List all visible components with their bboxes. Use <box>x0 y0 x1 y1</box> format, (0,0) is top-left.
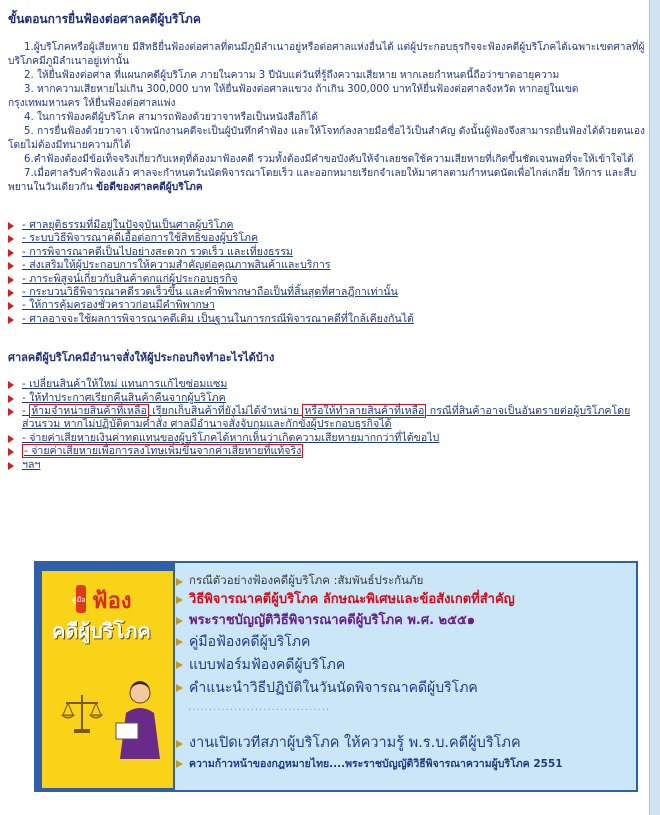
list-item-label: ฯลฯ <box>22 458 41 471</box>
orders-list <box>8 378 646 472</box>
red-arrow-icon <box>8 408 14 416</box>
advantages-heading: ข้อดีของศาลคดีผู้บริโภค <box>96 182 203 193</box>
step-5: 5. การยื่นฟ้องด้วยวาจา เจ้าพนักงานคดีจะเป็นผู้บันทึกคำฟ้อง และให้โจทก์ลงลายมือชื่อไว้เป็นสำคัญ ดังนั้นผู้ฟ้องจึงสามารถยื่นฟ้องได้ด้วยตนเองโดยไม่ต้องมีทนายความก็ได้ <box>8 126 645 151</box>
step-2: 2. ให้ยื่นฟ้องต่อศาล ที่แผนกคดีผู้บริโภค ภายในความ 3 ปีนับแต่วันที่รู้ถึงความเสียหาย หากเลยกำหนดนี้ถือว่าขาดอายุความ <box>24 70 560 81</box>
book-footer <box>42 761 173 788</box>
arrow-bullet-icon <box>176 578 183 586</box>
article <box>8 10 646 472</box>
list-item[interactable] <box>8 259 646 272</box>
list-item-label: - การพิจารณาคดีเป็นไปอย่างสะดวก รวดเร็ว และเที่ยงธรรม <box>22 245 293 258</box>
list-item-label: - เปลี่ยนสินค้าให้ใหม่ แทนการแก้ไขซ่อมแซม <box>22 378 228 391</box>
red-arrow-icon <box>8 381 14 389</box>
highlight-box: หรือให้ทำลายสินค้าที่เหลือ <box>304 405 425 418</box>
link-label: แบบฟอร์มฟ้องคดีผู้บริโภค <box>189 657 346 673</box>
link-label: ความก้าวหน้าของกฎหมายไทย....พระราชบัญญัติวิธีพิจารณาความผู้บริโภค 2551 <box>189 758 563 770</box>
list-item-label: - ศาลยุติธรรมที่มีอยู่ในปัจจุบันเป็นศาลผู้บริโภค <box>22 219 234 231</box>
list-item[interactable] <box>8 246 646 259</box>
list-item-label: - ภาระพิสูจน์เกี่ยวกับสินค้าตกแก่ผู้ประกอบธุรกิจ <box>22 272 238 285</box>
list-item[interactable] <box>8 286 646 299</box>
link-label: คู่มือฟ้องคดีผู้บริโภค <box>189 634 311 650</box>
book-small-label: คู่มือ <box>72 596 86 604</box>
link-item[interactable] <box>176 571 631 589</box>
list-item-label: - กระบวนวิธีพิจารณาคดีรวดเร็วขึ้น และคำพิพากษาถือเป็นที่สิ้นสุดที่ศาลฎีกาเท่านั้น <box>22 286 398 299</box>
red-arrow-icon <box>8 222 14 230</box>
dotted-separator: .................................. <box>188 702 331 713</box>
book-title-2: คดีผู้บริโภค <box>52 619 151 643</box>
arrow-bullet-icon <box>176 760 183 768</box>
link-item[interactable] <box>176 654 631 677</box>
step-4: 4. ในการฟ้องคดีผู้บริโภค สามารถฟ้องด้วยวาจาหรือเป็นหนังสือก็ได้ <box>24 112 319 123</box>
arrow-bullet-icon <box>176 596 183 604</box>
section-title-powers: ศาลคดีผู้บริโภคมีอำนาจสั่งให้ผู้ประกอบกิจทำอะไรได้บ้าง <box>8 351 275 365</box>
list-item[interactable] <box>8 378 646 391</box>
list-item[interactable] <box>8 219 646 232</box>
arrow-bullet-icon <box>176 638 183 646</box>
link-label: พระราชบัญญัติวิธีพิจารณาคดีผู้บริโภค พ.ศ. ๒๕๕๑ <box>189 613 476 628</box>
list-item-prefix: - <box>22 405 26 418</box>
steps-text <box>8 41 646 195</box>
link-item[interactable] <box>176 589 631 610</box>
link-item[interactable] <box>176 631 631 654</box>
person-illustration-icon <box>112 679 162 759</box>
list-item[interactable] <box>8 232 646 245</box>
highlight-box: - จ่ายค่าเสียหายเพื่อการลงโทษเพิ่มขึ้นจากค่าเสียหายที่แท้จริง <box>24 445 302 458</box>
list-item-label: - ส่งเสริมให้ผู้ประกอบการให้ความสำคัญต่อคุณภาพสินค้าและบริการ <box>22 259 331 272</box>
page-title: ขั้นตอนการยื่นฟ้องต่อศาลคดีผู้บริโภค <box>8 12 201 26</box>
book-column <box>36 563 175 790</box>
list-item[interactable] <box>8 445 646 458</box>
link-label: กรณีตัวอย่างฟ้องคดีผู้บริโภค :สัมพันธ์ประกันภัย <box>189 573 424 587</box>
red-arrow-icon <box>8 235 14 243</box>
links-list <box>176 571 631 773</box>
list-item-label: กรณีที่สินค้าอาจเป็นอันตรายต่อผู้บริโภคโดยส่วนรวม หากไม่ปฏิบัติตามคำสั่ง ศาลมีอำนาจสั่งจับกุมและกักขังผู้ประกอบธุรกิจได้ <box>22 405 631 431</box>
list-item[interactable] <box>8 299 646 312</box>
arrow-bullet-icon <box>176 661 183 669</box>
list-item-label: - ให้การคุ้มครองชั่วคราวก่อนมีคำพิพากษา <box>22 299 215 312</box>
list-item-label: - ให้ทำประกาศเรียกคืนสินค้าคืนจากผู้บริโภค <box>22 391 226 404</box>
step-6: 6.คำฟ้องต้องมีข้อเท็จจริงเกี่ยวกับเหตุที่ต้องมาฟ้องคดี รวมทั้งต้องมีคำขอบังคับให้จำเลยชดใช้ความเสียหายที่เกิดขึ้นชัดเจนพอที่จะให้เข้าใจได้ <box>24 154 634 165</box>
link-label: คำแนะนำวิธีปฏิบัติในวันนัดพิจารณาคดีผู้บริโภค <box>189 680 478 696</box>
list-item[interactable] <box>8 273 646 286</box>
list-item <box>8 459 646 472</box>
link-item[interactable] <box>176 731 631 755</box>
red-arrow-icon <box>8 395 14 403</box>
link-item[interactable] <box>176 755 631 773</box>
red-arrow-icon <box>8 448 14 456</box>
step-7 <box>8 167 646 195</box>
step-7-text: 7.เมื่อศาลรับคำฟ้องแล้ว ศาลจะกำหนดวันนัดพิจารณาโดยเร็ว และออกหมายเรียกจำเลยให้มาศาลตามกำหนดนัดเพื่อไกล่เกลี่ย ให้การ และสืบพยานในวันเดียวกัน <box>8 168 637 193</box>
scrollbar-track[interactable] <box>649 0 660 815</box>
advantages-list <box>8 219 646 326</box>
red-arrow-icon <box>8 276 14 284</box>
link-item[interactable] <box>176 610 631 631</box>
list-item-label: - ศาลอาจจะใช้ผลการพิจารณาคดีเดิม เป็นฐานในการกรณีพิจารณาคดีที่ใกล้เคียงกันได้ <box>22 312 414 325</box>
red-arrow-icon <box>8 249 14 257</box>
related-links-panel <box>34 561 638 792</box>
arrow-bullet-icon <box>176 684 183 692</box>
scales-icon <box>60 691 104 735</box>
list-item-label: - จ่ายค่าเสียหายเงินค่าทดแทนของผู้บริโภคได้หากเห็นว่าเกิดความเสียหายมากกว่าที่ได้ขอไป <box>22 431 440 444</box>
link-label: งานเปิดเวทีสภาผู้บริโภค ให้ความรู้ พ.ร.บ.คดีผู้บริโภค <box>189 735 521 751</box>
red-arrow-icon <box>8 302 14 310</box>
red-arrow-icon <box>8 316 14 324</box>
book-title-1: ฟ้อง <box>92 588 132 614</box>
highlight-box: ห้ามจำหน่ายสินค้าที่เหลือ <box>31 405 147 418</box>
link-item[interactable] <box>176 677 631 700</box>
list-item[interactable] <box>8 313 646 326</box>
red-arrow-icon <box>8 435 14 443</box>
red-arrow-icon <box>8 289 14 297</box>
list-item[interactable] <box>8 405 646 432</box>
red-arrow-icon <box>8 262 14 270</box>
step-3: 3. หากความเสียหายไม่เกิน 300,000 บาท ให้ยื่นฟ้องต่อศาลแขวง ถ้าเกิน 300,000 บาทให้ยื่นฟ้องต่อศาลจังหวัด หากอยู่ในเขตกรุงเทพมหานคร ให้ยื่นฟ้องต่อศาลแพ่ง <box>8 84 579 109</box>
red-arrow-icon <box>8 462 14 470</box>
book-cover-image[interactable] <box>42 571 173 761</box>
list-item-label: - ระบบวิธีพิจารณาคดีเอื้อต่อการใช้สิทธิของผู้บริโภค <box>22 232 259 245</box>
arrow-bullet-icon <box>176 617 183 625</box>
list-item-label: เรียกเก็บสินค้าที่ยังไม่ได้จำหน่าย <box>152 405 300 418</box>
arrow-bullet-icon <box>176 740 183 748</box>
step-1: 1.ผู้บริโภคหรือผู้เสียหาย มีสิทธิยื่นฟ้องต่อศาลที่ตนมีภูมิลำเนาอยู่หรือต่อศาลแห่งอื่นได้ แต่ผู้ประกอบธุรกิจจะฟ้องคดีผู้บริโภคได้เฉพาะเขตศาลที่ผู้บริโภคมีภูมิลำเนาอยู่เท่านั้น <box>8 42 645 67</box>
link-label: วิธีพิจารณาคดีผู้บริโภค ลักษณะพิเศษและข้อสังเกตที่สำคัญ <box>189 592 515 607</box>
